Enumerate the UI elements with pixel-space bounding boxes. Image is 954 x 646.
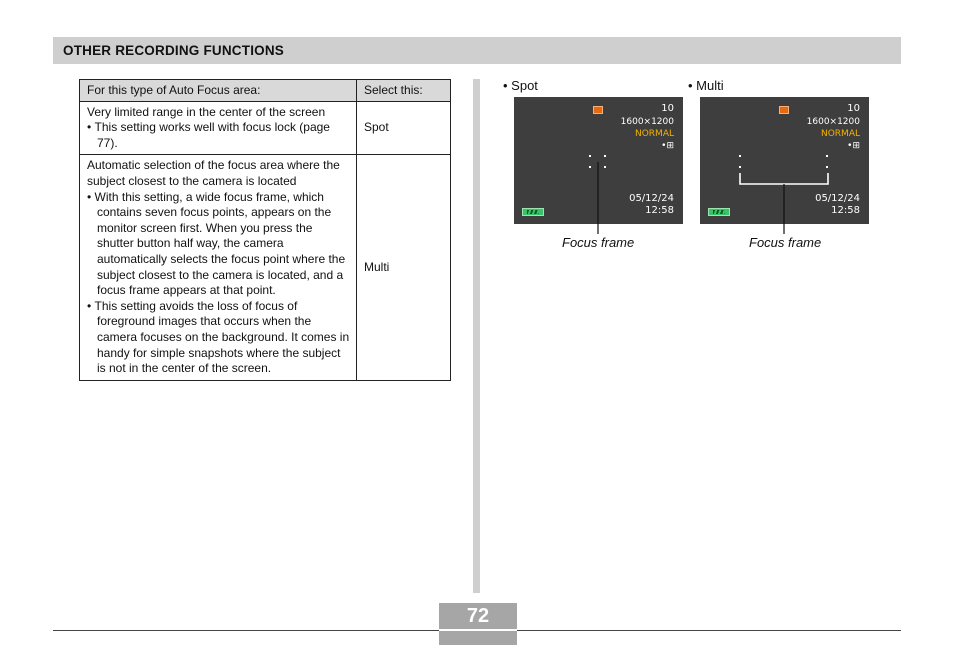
shot-count: 10 [661,103,674,114]
date-display: 05/12/24 [629,193,674,204]
multi-focus-caption: Focus frame [749,235,822,250]
record-mode-icon [593,106,603,114]
spot-label: • Spot [503,78,538,93]
section-header [53,37,901,64]
focus-point [739,155,741,157]
image-size: 1600×1200 [806,117,860,127]
flash-mode-icon: •⊞ [661,141,674,151]
table-cell-description [80,155,357,380]
focus-point [604,155,606,157]
table-header-row [80,80,451,102]
multi-label: • Multi [688,78,724,93]
spot-focus-caption: Focus frame [562,235,635,250]
focus-point [589,155,591,157]
table-cell-select: Multi [357,155,451,380]
page-number: 72 [466,605,490,627]
row-description: Very limited range in the center of the screen [87,104,326,119]
multi-focus-frame [700,160,869,240]
focus-point [826,155,828,157]
auto-focus-table [79,79,451,381]
time-display: 12:58 [831,205,860,216]
row-bullet: • This setting works well with focus lock (page 77). [87,120,330,150]
row-bullet-text: With this setting, a wide focus frame, which contains seven focus points, appears on the monitor screen first. When you press the shutter button half way, the camera automatically selects the focus point where the subject closest to the camera is located, and a focus frame appears at that point. [94,189,346,298]
shot-count: 10 [847,103,860,114]
image-quality: NORMAL [820,129,860,139]
section-title: OTHER RECORDING FUNCTIONS [63,43,284,58]
time-display: 12:58 [645,205,674,216]
row-description: Automatic selection of the focus area where the subject closest to the camera is located [87,158,340,188]
row-bullet: • With this setting, a wide focus frame, which contains seven focus points, appears on the monitor screen first. When you press the shutter button half way, the camera automatically selects the focus point where the subject closest to the camera is located, and a focus frame appears at that point. [87,189,346,298]
table-cell-description [80,101,357,155]
date-display: 05/12/24 [815,193,860,204]
record-mode-icon [779,106,789,114]
spot-focus-leader [514,160,683,240]
image-quality: NORMAL [634,129,674,139]
table-header-area: For this type of Auto Focus area: [80,80,357,102]
image-size: 1600×1200 [620,117,674,127]
row-bullet: • This setting avoids the loss of focus of foreground images that occurs when the camera focuses on the background. It comes in handy for simple snapshots where the subject is not in the center of the screen. [87,298,350,376]
flash-mode-icon: •⊞ [847,141,860,151]
table-cell-select: Spot [357,101,451,155]
row-bullet-text: This setting works well with focus lock (page 77). [94,120,330,150]
column-divider [473,79,480,593]
page-number-separator [439,629,517,631]
table-header-select: Select this: [357,80,451,102]
row-bullet-text: This setting avoids the loss of focus of foreground images that occurs when the camera focuses on the background. It comes in handy for simple snapshots where the subject is not in the center of the screen. [94,298,350,376]
table-row [80,155,451,380]
table-row [80,101,451,155]
